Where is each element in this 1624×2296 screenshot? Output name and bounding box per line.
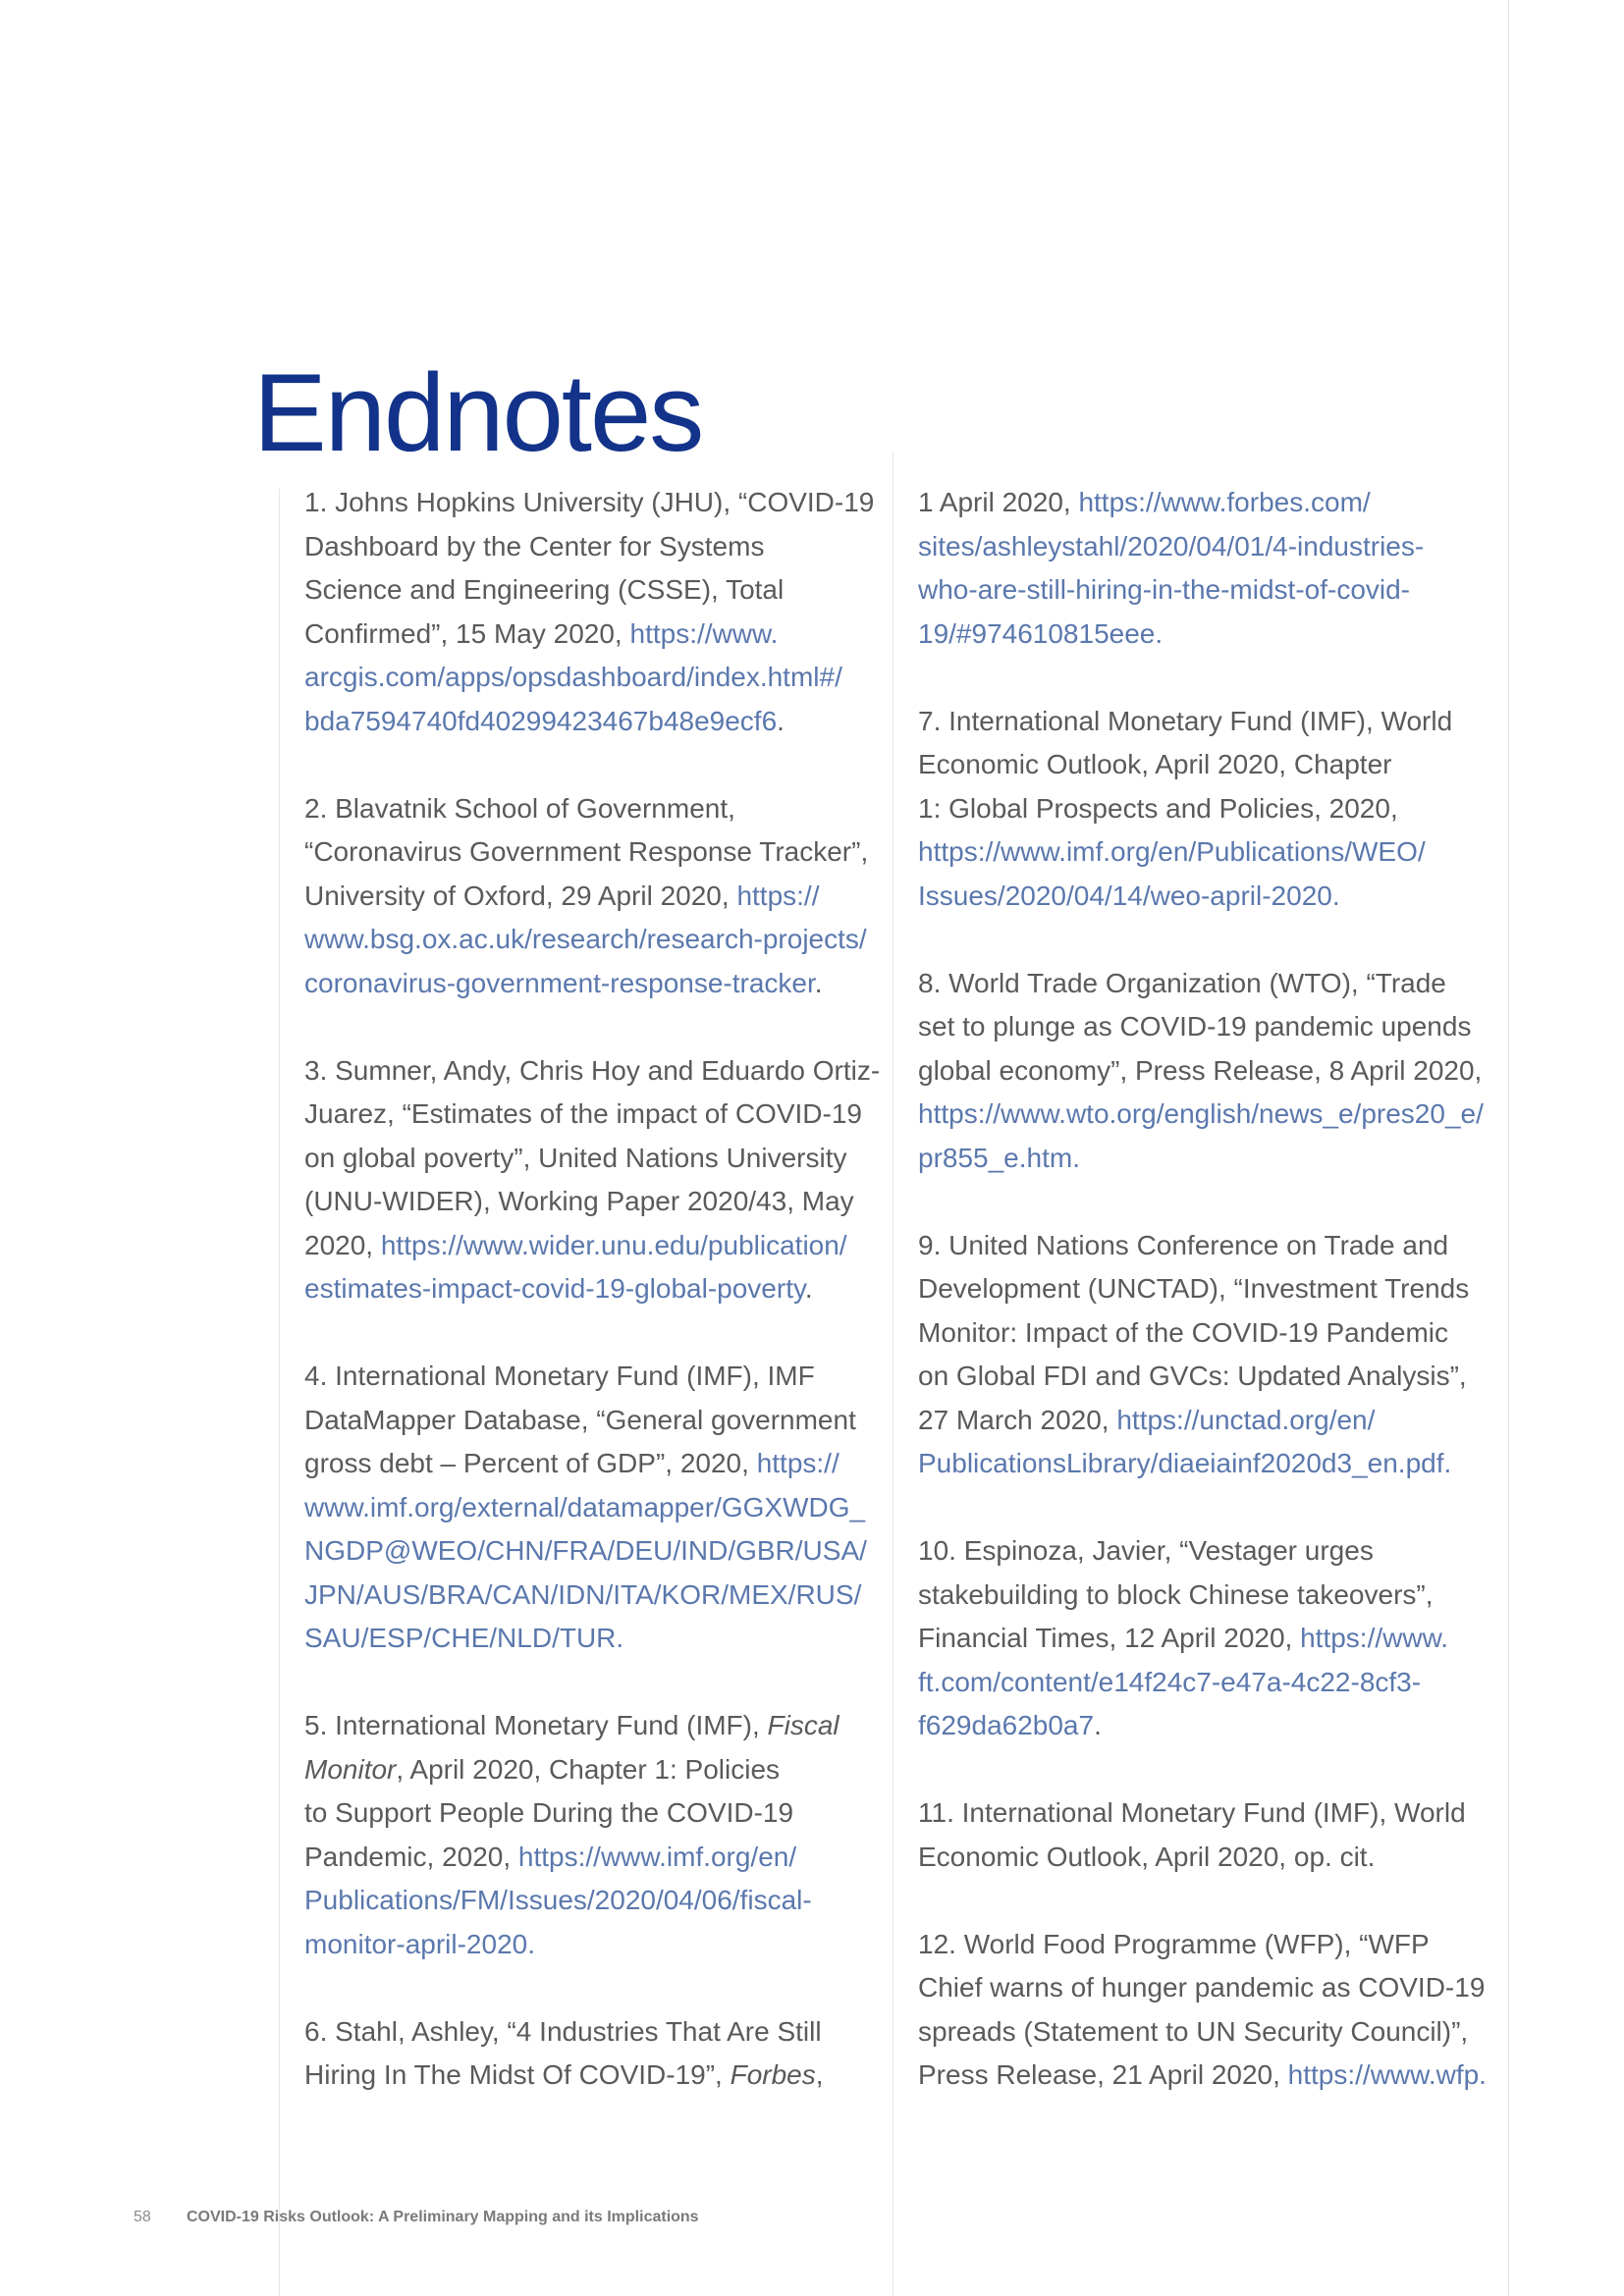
note-link[interactable]: pr855_e.htm.	[918, 1142, 1080, 1173]
note-link[interactable]: https://	[736, 880, 820, 911]
note-text: (UNU-WIDER), Working Paper 2020/43, May	[304, 1186, 854, 1216]
column-rule-left	[279, 489, 280, 2296]
endnote-12	[918, 1923, 1507, 2098]
note-text: 4. International Monetary Fund (IMF), IMF	[304, 1361, 815, 1391]
note-text: 5. International Monetary Fund (IMF),	[304, 1710, 768, 1740]
endnote-10	[918, 1529, 1507, 1748]
note-text: Economic Outlook, April 2020, Chapter	[918, 749, 1392, 779]
endnotes-column-left	[304, 481, 893, 2141]
note-text: Fiscal	[767, 1710, 839, 1740]
note-link[interactable]: https://www.wfp.	[1287, 2059, 1487, 2090]
note-text: ,	[815, 2059, 824, 2090]
note-text: 1: Global Prospects and Policies, 2020,	[918, 792, 1398, 824]
endnotes-column-right	[918, 481, 1507, 2141]
note-text: 2020,	[304, 1229, 381, 1260]
endnote-8	[918, 962, 1507, 1181]
note-link[interactable]: https://	[756, 1448, 839, 1478]
note-text: Press Release, 21 April 2020,	[918, 2059, 1288, 2090]
note-text: Chief warns of hunger pandemic as COVID-19	[918, 1972, 1486, 2002]
note-text: University of Oxford, 29 April 2020,	[304, 880, 737, 911]
note-text: .	[804, 1273, 813, 1304]
note-text: 1 April 2020,	[918, 487, 1079, 517]
note-link[interactable]: Publications/FM/Issues/2020/04/06/fiscal-	[304, 1885, 812, 1915]
note-text: 8. World Trade Organization (WTO), “Trade	[918, 967, 1446, 998]
note-link[interactable]: coronavirus-government-response-tracker	[304, 967, 815, 998]
note-text: Dashboard by the Center for Systems	[304, 530, 765, 561]
note-link[interactable]: sites/ashleystahl/2020/04/01/4-industries-	[918, 530, 1425, 561]
note-text: set to plunge as COVID-19 pandemic upends	[918, 1011, 1472, 1041]
note-text: .	[1094, 1710, 1102, 1740]
note-link[interactable]: PublicationsLibrary/diaeiainf2020d3_en.pdf.	[918, 1448, 1452, 1478]
note-link[interactable]: SAU/ESP/CHE/NLD/TUR.	[304, 1623, 624, 1653]
note-text: to Support People During the COVID-19	[304, 1797, 794, 1828]
note-link[interactable]: JPN/AUS/BRA/CAN/IDN/ITA/KOR/MEX/RUS/	[304, 1578, 862, 1610]
note-text: 9. United Nations Conference on Trade and	[918, 1229, 1449, 1260]
note-link[interactable]: NGDP@WEO/CHN/FRA/DEU/IND/GBR/USA/	[304, 1535, 867, 1566]
note-text: Forbes	[730, 2059, 816, 2090]
note-text: DataMapper Database, “General government	[304, 1404, 856, 1435]
note-link[interactable]: bda7594740fd40299423467b48e9ecf6	[304, 705, 778, 736]
note-text: .	[814, 967, 823, 998]
note-text: 11. International Monetary Fund (IMF), World	[918, 1797, 1466, 1828]
footer-doc-title: COVID-19 Risks Outlook: A Preliminary Mapping and its Implications	[187, 2209, 699, 2225]
note-link[interactable]: arcgis.com/apps/opsdashboard/index.html#/	[304, 662, 842, 692]
note-text: Financial Times, 12 April 2020,	[918, 1623, 1301, 1653]
note-text: spreads (Statement to UN Security Council)”,	[918, 2015, 1469, 2047]
note-text: Monitor: Impact of the COVID-19 Pandemic	[918, 1316, 1448, 1348]
note-text: 2. Blavatnik School of Government,	[304, 792, 735, 824]
note-link[interactable]: https://www.	[1300, 1623, 1449, 1653]
endnote-11	[918, 1791, 1507, 1879]
note-link[interactable]: https://www.wider.unu.edu/publication/	[380, 1229, 847, 1260]
note-link[interactable]: https://www.imf.org/en/	[517, 1841, 797, 1872]
note-text: Development (UNCTAD), “Investment Trends	[918, 1273, 1470, 1304]
note-text: 6. Stahl, Ashley, “4 Industries That Are Still	[304, 2015, 822, 2047]
note-text: global economy”, Press Release, 8 April 2020,	[918, 1054, 1483, 1086]
note-text: Science and Engineering (CSSE), Total	[304, 574, 785, 605]
page-number: 58	[134, 2209, 151, 2225]
note-text: Pandemic, 2020,	[304, 1841, 518, 1872]
page-title: Endnotes	[253, 351, 703, 475]
note-link[interactable]: Issues/2020/04/14/weo-april-2020.	[918, 880, 1340, 911]
note-text: “Coronavirus Government Response Tracker”,	[304, 836, 869, 867]
note-text: on Global FDI and GVCs: Updated Analysis”,	[918, 1361, 1467, 1391]
note-text: on global poverty”, United Nations University	[304, 1142, 847, 1173]
note-link[interactable]: 19/#974610815eee.	[918, 617, 1164, 649]
note-link[interactable]: www.imf.org/external/datamapper/GGXWDG_	[304, 1491, 866, 1522]
note-link[interactable]: estimates-impact-covid-19-global-poverty	[304, 1273, 805, 1304]
note-text: Confirmed”, 15 May 2020,	[304, 617, 630, 649]
endnote-6-start	[304, 2010, 893, 2098]
note-text: 10. Espinoza, Javier, “Vestager urges	[918, 1535, 1374, 1566]
note-text: Hiring In The Midst Of COVID-19”,	[304, 2059, 731, 2090]
endnote-9	[918, 1224, 1507, 1486]
note-link[interactable]: https://www.forbes.com/	[1078, 487, 1371, 517]
note-link[interactable]: f629da62b0a7	[918, 1710, 1095, 1740]
endnote-5	[304, 1704, 893, 1966]
note-link[interactable]: ft.com/content/e14f24c7-e47a-4c22-8cf3-	[918, 1666, 1422, 1697]
endnote-7	[918, 700, 1507, 919]
note-text: gross debt – Percent of GDP”, 2020,	[304, 1448, 757, 1478]
note-link[interactable]: www.bsg.ox.ac.uk/research/research-projects/	[304, 924, 867, 954]
note-text: , April 2020, Chapter 1: Policies	[396, 1753, 781, 1785]
note-text: .	[777, 705, 785, 736]
note-text: 7. International Monetary Fund (IMF), World	[918, 705, 1453, 736]
note-text: 1. Johns Hopkins University (JHU), “COVID-19	[304, 487, 875, 517]
note-text: 3. Sumner, Andy, Chris Hoy and Eduardo Ortiz-	[304, 1054, 881, 1086]
page-footer	[134, 2209, 699, 2226]
note-text: stakebuilding to block Chinese takeovers”,	[918, 1578, 1434, 1610]
note-link[interactable]: https://www.imf.org/en/Publications/WEO/	[918, 836, 1426, 867]
note-text: Monitor	[304, 1753, 397, 1785]
note-text: Economic Outlook, April 2020, op. cit.	[918, 1841, 1376, 1872]
note-text: 12. World Food Programme (WFP), “WFP	[918, 1928, 1430, 1959]
note-link[interactable]: monitor-april-2020.	[304, 1928, 535, 1959]
endnote-3	[304, 1049, 893, 1311]
note-link[interactable]: https://www.	[629, 617, 779, 649]
endnote-2	[304, 787, 893, 1006]
endnote-4	[304, 1355, 893, 1661]
endnote-1	[304, 481, 893, 743]
note-text: 27 March 2020,	[918, 1404, 1117, 1435]
endnote-6-end	[918, 481, 1507, 656]
page-edge-rule	[1508, 0, 1509, 2296]
note-link[interactable]: who-are-still-hiring-in-the-midst-of-covid-	[918, 574, 1411, 605]
note-link[interactable]: https://unctad.org/en/	[1116, 1404, 1376, 1435]
note-link[interactable]: https://www.wto.org/english/news_e/pres20_e/	[918, 1098, 1484, 1129]
note-text: Juarez, “Estimates of the impact of COVID-19	[304, 1098, 862, 1129]
